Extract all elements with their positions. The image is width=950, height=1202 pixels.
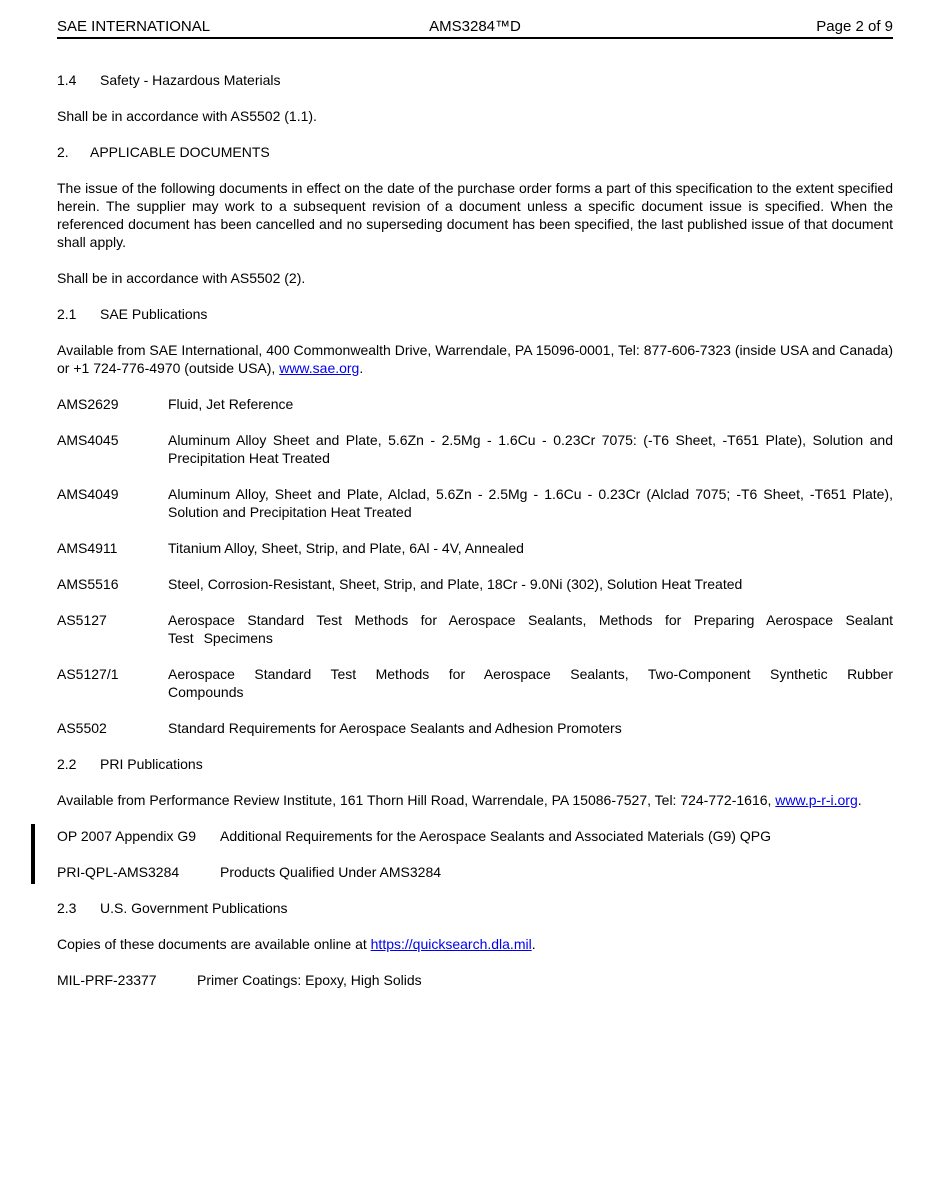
publication-row	[57, 611, 893, 647]
availability-text: Available from SAE International, 400 Commonwealth Drive, Warrendale, PA 15096-0001, Tel: 877-606-7323 (inside USA and Canada) or +1 724-776-4970 (outside USA),	[57, 342, 893, 376]
sae-website-link[interactable]: www.sae.org	[279, 360, 360, 376]
publication-description: Titanium Alloy, Sheet, Strip, and Plate, 6Al - 4V, Annealed	[168, 540, 524, 556]
paragraph-document-issue: The issue of the following documents in effect on the date of the purchase order forms a part of this specification to the extent specified herein. The supplier may work to a subsequent revision of a document unless a specific document issue is specified. When the referenced document has been cancelled and no superseding document has been specified, the last published issue of that document shall apply.	[57, 180, 893, 250]
section-title: SAE Publications	[100, 306, 208, 322]
section-heading-2-3	[57, 899, 893, 917]
paragraph-sae-availability	[57, 341, 893, 377]
section-heading-2-1	[57, 305, 893, 323]
publication-code: AS5127/1	[57, 666, 119, 682]
publication-row	[57, 539, 893, 557]
publication-description: Aerospace Standard Test Methods for Aerospace Sealants, Methods for Preparing Aerospace Sealant Test Specimens	[168, 612, 893, 646]
section-number: 2.2	[57, 756, 77, 772]
page-header	[57, 18, 893, 39]
publication-code: AMS4911	[57, 540, 118, 556]
publication-description: Aerospace Standard Test Methods for Aerospace Sealants, Two-Component Synthetic Rubber Compounds	[168, 666, 893, 700]
availability-text-suffix: .	[359, 360, 364, 376]
publication-row	[57, 827, 893, 845]
paragraph-safety: Shall be in accordance with AS5502 (1.1).	[57, 108, 317, 124]
publication-row	[57, 575, 893, 593]
publication-code: AS5502	[57, 720, 107, 736]
section-title: Safety - Hazardous Materials	[100, 72, 281, 88]
publication-code: PRI-QPL-AMS3284	[57, 864, 180, 880]
publication-description: Products Qualified Under AMS3284	[220, 864, 442, 880]
document-body	[0, 71, 950, 989]
paragraph-accordance-2: Shall be in accordance with AS5502 (2).	[57, 270, 306, 286]
publication-row	[57, 719, 893, 737]
pri-website-link[interactable]: www.p-r-i.org	[775, 792, 858, 808]
section-number: 1.4	[57, 72, 77, 88]
paragraph-pri-availability	[57, 791, 893, 809]
quicksearch-link[interactable]: https://quicksearch.dla.mil	[370, 936, 532, 952]
publication-description: Steel, Corrosion-Resistant, Sheet, Strip, and Plate, 18Cr - 9.0Ni (302), Solution Heat Treated	[168, 576, 743, 592]
availability-text-suffix: .	[531, 936, 536, 952]
publication-code: MIL-PRF-23377	[57, 972, 157, 988]
section-number: 2.	[57, 144, 69, 160]
header-page-indicator: Page 2 of 9	[816, 18, 893, 35]
section-title: PRI Publications	[100, 756, 203, 772]
paragraph-gov-availability	[57, 935, 893, 953]
publication-row	[57, 485, 893, 521]
sae-publications-list	[57, 395, 893, 737]
section-heading-2-2	[57, 755, 893, 773]
availability-text-suffix: .	[857, 792, 862, 808]
header-doc-number: AMS3284™D	[429, 18, 521, 35]
section-heading-2	[57, 143, 893, 161]
section-title: APPLICABLE DOCUMENTS	[90, 144, 270, 160]
publication-description: Primer Coatings: Epoxy, High Solids	[197, 972, 422, 988]
publication-code: AMS4045	[57, 432, 119, 448]
publication-code: AS5127	[57, 612, 107, 628]
gov-publications-list	[57, 971, 893, 989]
section-heading-1-4	[57, 71, 893, 89]
revision-change-bar	[31, 824, 35, 884]
publication-description: Fluid, Jet Reference	[168, 396, 294, 412]
section-number: 2.1	[57, 306, 77, 322]
availability-text: Available from Performance Review Institute, 161 Thorn Hill Road, Warrendale, PA 15086-7527, Tel: 724-772-1616,	[57, 792, 776, 808]
section-title: U.S. Government Publications	[100, 900, 288, 916]
section-number: 2.3	[57, 900, 77, 916]
publication-row	[57, 395, 893, 413]
publication-description: Additional Requirements for the Aerospace Sealants and Associated Materials (G9) QPG	[220, 828, 771, 844]
publication-code: AMS5516	[57, 576, 119, 592]
header-organization: SAE INTERNATIONAL	[57, 18, 211, 35]
publication-code: AMS2629	[57, 396, 119, 412]
publication-row	[57, 971, 893, 989]
publication-row	[57, 431, 893, 467]
availability-text: Copies of these documents are available online at	[57, 936, 371, 952]
publication-code: AMS4049	[57, 486, 119, 502]
publication-description: Aluminum Alloy Sheet and Plate, 5.6Zn - 2.5Mg - 1.6Cu - 0.23Cr 7075: (-T6 Sheet, -T651 Plate), Solution and Precipitation Heat Treated	[168, 432, 893, 466]
publication-description: Aluminum Alloy, Sheet and Plate, Alclad, 5.6Zn - 2.5Mg - 1.6Cu - 0.23Cr (Alclad 7075; -T6 Sheet, -T651 Plate), Solution and Precipitation Heat Treated	[168, 486, 893, 520]
publication-row	[57, 665, 893, 701]
pri-publications-list	[57, 827, 893, 881]
publication-description: Standard Requirements for Aerospace Sealants and Adhesion Promoters	[168, 720, 622, 736]
publication-row	[57, 863, 893, 881]
publication-code: OP 2007 Appendix G9	[57, 828, 197, 844]
